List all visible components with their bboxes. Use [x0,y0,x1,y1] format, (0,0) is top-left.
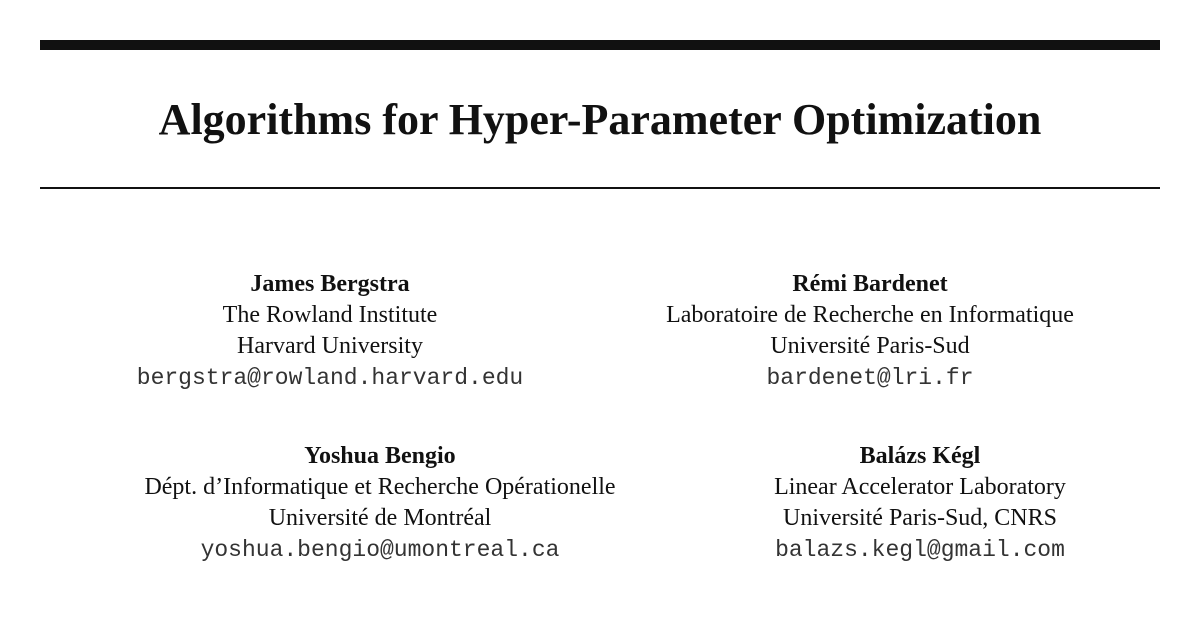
author-email: balazs.kegl@gmail.com [775,537,1065,563]
author-name: Balázs Kégl [859,443,981,469]
author-block-bardenet [590,269,1150,394]
author-affiliation: Harvard University [237,333,423,359]
title-bottom-rule [40,187,1160,189]
author-email: bergstra@rowland.harvard.edu [136,365,524,391]
author-affiliation: Linear Accelerator Laboratory [774,474,1066,500]
author-email: yoshua.bengio@umontreal.ca [200,537,560,563]
author-affiliation: The Rowland Institute [222,302,438,328]
author-email: bardenet@lri.fr [766,365,974,391]
author-affiliation: Laboratoire de Recherche en Informatique [666,302,1074,328]
author-affiliation: Université Paris-Sud [770,333,970,359]
author-name: James Bergstra [250,271,410,297]
author-affiliation: Université de Montréal [268,505,492,531]
paper-title: Algorithms for Hyper-Parameter Optimization [158,95,1042,144]
author-name: Yoshua Bengio [304,443,456,469]
author-affiliation: Dépt. d’Informatique et Recherche Opérationelle [144,474,616,500]
author-block-bengio [100,441,660,566]
author-block-kegl [640,441,1200,566]
author-affiliation: Université Paris-Sud, CNRS [782,505,1057,531]
author-block-bergstra [50,269,610,394]
title-top-rule [40,40,1160,50]
author-name: Rémi Bardenet [792,271,948,297]
